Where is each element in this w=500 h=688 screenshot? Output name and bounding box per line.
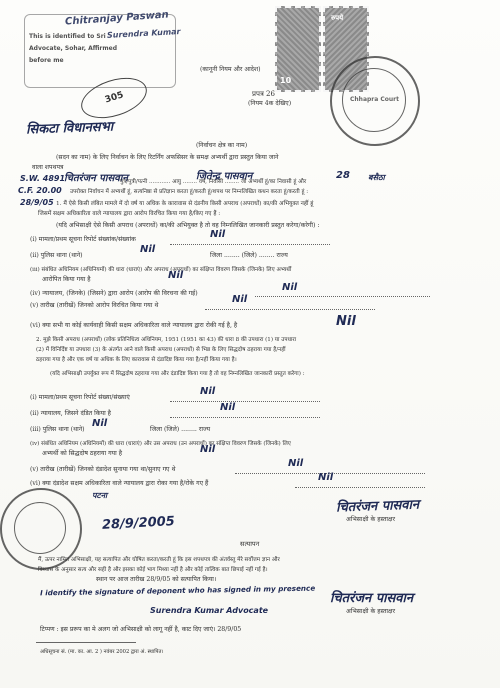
- intro-line-2: वाला शपथपत्र: [32, 164, 64, 171]
- deponent-signature: चितरंजन पासवान: [335, 497, 420, 516]
- stamp-identifier: Surendra Kumar: [106, 27, 181, 40]
- court-round-stamp: [330, 56, 420, 146]
- deponent-signature-label: अभिसाक्षी के हस्ताक्षर: [346, 516, 395, 523]
- s1-item-3-label: (iii) संबंधित अधिनियम (अधिनियमों) की धारा (धाराएं) और अपराध (अपराधों) का संक्षिप्त विवरण जिसके (जिनके) लिए अभ्यर्थी: [30, 267, 292, 273]
- s2-item-2-line: [170, 417, 320, 418]
- s1-item-2-extra: जिला ........ (जिले) ........ राज्य: [210, 252, 288, 259]
- s1-item-6-value: Nil: [232, 294, 248, 305]
- s2-item-6-label: (v) तारीख (तारीखें) जिनको दंडादेश सुनाया गया था/सुनाए गए थे: [30, 466, 176, 473]
- s2-item-3-extra: जिला (जिले) ........ राज्य: [150, 426, 211, 433]
- s2-item-5-label: अभ्यर्थी को सिद्धदोष ठहराया गया है: [42, 450, 122, 457]
- s1-item-1-line: [170, 244, 330, 245]
- intro-para-4: जिसमें सक्षम अधिकारिता वाले न्यायालय द्वारा आरोप विरचित किया गया है/किए गए हैं :: [38, 211, 221, 217]
- court-stamp-label: Chhapra Court: [350, 96, 400, 103]
- identification-note: I identify the signature of deponent who has signed in my presence: [39, 583, 316, 598]
- s2-item-6-value: Nil: [288, 458, 304, 469]
- s1-item-6-label: (v) तारीख (तारीखें) जिनको आरोप विरचित किया गया थे: [30, 302, 159, 309]
- notary-round-stamp-inner: [14, 502, 66, 554]
- verification-title: सत्यापन: [240, 540, 260, 548]
- s1-item-7-label: (vi) क्या सभी या कोई कार्यवाही किसी सक्षम अधिकारिता वाले न्यायालय द्वारा रोकी गई है, है: [30, 322, 238, 329]
- s2-item-1-line: [170, 401, 320, 402]
- verification-note: टिप्पण : इस प्ररूप का मे अलग जो अभिसाक्षी को लागू नहीं है, काट दिए जाएं। 28/9/05: [40, 626, 242, 633]
- father-name-handwritten: जितेन्द्र पासवान: [196, 171, 253, 182]
- s2-item-7-line: [295, 487, 425, 488]
- s1-item-5-line: [255, 296, 430, 297]
- constituency-handwritten: सिकटा विधानसभा: [25, 119, 114, 138]
- s1-item-4-label: आरोपित किया गया है: [42, 276, 91, 283]
- stamp-handwritten-name: Chitranjay Paswan: [64, 9, 170, 28]
- verification-line-1: मैं, ऊपर नामित अभिसाक्षी, यह सत्यापित और घोषित करता/करती हूं कि इस शपथपत्र की अंतर्वस्तु मेरे सर्वोत्तम ज्ञान और: [38, 557, 280, 563]
- section1-heading: (यदि अभिसाक्षी ऐसे किसी अपराध (अपराधों) का/की अभियुक्त है तो वह निम्नलिखित जानकारी प्रस्तुत करेगा/करेगी) :: [56, 222, 320, 229]
- s2-item-2-value: Nil: [220, 402, 236, 413]
- place-handwritten: बसैठा: [368, 173, 385, 182]
- footer-rule: [36, 642, 136, 643]
- identification-stamp: [24, 9, 181, 88]
- cf-fee: C.F. 20.00: [18, 186, 62, 195]
- intro-para-1: पुत्र/पुत्री/पत्नी ............ आयु ........ वर्ष, निवासी ........ जो अभ्यर्थी हूं/का निवासी हूं और: [120, 179, 307, 185]
- stamp-line2: Advocate, Sohar, Affirmed: [29, 45, 118, 52]
- intro-para-3: 1. मैं ऐसे किसी लंबित मामले में दो वर्ष या अधिक के कारावास से दंडनीय किसी अपराध (अपराधों) का/की अभियुक्त नहीं हूं: [56, 201, 314, 207]
- sign-date: 28/9/2005: [101, 514, 176, 533]
- s1-item-2-label: (ii) पुलिस थाना (थाने): [30, 252, 83, 259]
- footer-citation: अधिसूचना सं. (मा. का. आ. 2 ) नवंबर 2002 द्वारा अं. स्थापित।: [40, 649, 164, 655]
- seal-number: 305: [103, 90, 125, 106]
- s2-item-7-label: (vi) क्या दंडादेश सक्षम अधिकारिता वाले न्यायालय द्वारा रोका गया है/रोके गए हैं: [30, 480, 209, 487]
- sign-place: पटना: [92, 491, 108, 500]
- verification-line-2: विश्वास के अनुसार सत्य और सही है और इसका कोई भाग मिथ्या नहीं है और कोई तात्विक बात छिपाई नहीं गई है।: [38, 567, 268, 573]
- rule-reference: (कानूनी नियम और आदेश): [200, 66, 261, 73]
- s2-item-5-value: Nil: [200, 444, 216, 455]
- section2-para-2: (2) में विनिर्दिष्ट या उपधारा (3) के अंतर्गत आने वाले किसी अपराध (अपराधों) से भिन्न के लिए सिद्धदोष ठहराया गया है/नहीं: [36, 347, 286, 353]
- advocate-signature: Surendra Kumar Advocate: [150, 606, 269, 615]
- s1-item-6-line: [205, 309, 375, 310]
- age-handwritten: 28: [336, 170, 350, 181]
- s1-item-7-value: Nil: [336, 314, 356, 329]
- stamp-line3: before me: [29, 57, 64, 64]
- s2-item-4-label: (iv) संबंधित अधिनियम (अधिनियमों) की धारा (धाराएं) और उस अपराध (उन अपराधों) का संक्षिप्त विवरण जिसके (जिनके) लिए: [30, 441, 291, 447]
- s1-item-1-label: (i) मामला/प्रथम सूचना रिपोर्ट संख्यांक/संख्यांक: [30, 236, 136, 243]
- s2-item-3-label: (iii) पुलिस थाना (थाने): [30, 426, 85, 433]
- s2-item-3-value: Nil: [92, 418, 108, 429]
- revenue-value-1: 10: [280, 76, 292, 85]
- sw-number: S.W. 4891: [20, 174, 66, 183]
- s1-item-1-value: Nil: [210, 229, 226, 240]
- s2-item-1-value: Nil: [200, 386, 216, 397]
- deponent-signature-2: चितरंजन पासवान: [330, 591, 414, 606]
- rule-number: (नियम 4क देखिए): [248, 100, 292, 107]
- s1-item-4-value: Nil: [168, 270, 184, 281]
- deponent-name-handwritten: चितरंजन पासवान: [64, 173, 128, 184]
- section2-heading: (यदि अभिसाक्षी उपर्युक्त रूप में सिद्धदोष ठहराया गया और दंडादिष्ट किया गया है तो वह निम्नलिखित जानकारी प्रस्तुत करेगा) :: [50, 371, 305, 377]
- verification-line-3: स्थान पर आज तारीख 28/9/05 को सत्यापित किया।: [96, 576, 217, 583]
- s1-item-5-label: (iv) न्यायालय, (जिनके) (जिसने) द्वारा आरोप (आरोप की विरचना की गई): [30, 290, 198, 297]
- revenue-label-2: रुपये: [331, 14, 344, 22]
- s2-item-2-label: (ii) न्यायालय, जिसने दंडित किया है: [30, 410, 111, 417]
- intro-line-1: (सदन का नाम) के लिए निर्वाचन के लिए रिटर्निंग अफसिसर के समक्ष अभ्यर्थी द्वारा प्रस्तुत किया जाने: [56, 154, 279, 161]
- s2-item-1-label: (i) मामला/प्रथम सूचना रिपोर्ट संख्या/संख्याएं: [30, 394, 130, 401]
- s2-item-7-value: Nil: [318, 472, 334, 483]
- intro-date: 28/9/05: [20, 198, 54, 207]
- stamp-line1: This is identified to Sri: [29, 33, 106, 40]
- form-number: प्रपत्र 26: [252, 90, 275, 98]
- s1-item-5-value: Nil: [282, 282, 298, 293]
- intro-para-2: उपरोक्त निर्वाचन में अभ्यर्थी हूं, सत्यनिष्ठा से प्रतिज्ञान करता हूं/करती हूं/शपथ पर निम्नलिखित कथन करता हूं/करती हूं :: [70, 189, 309, 195]
- revenue-stamp-1: [275, 6, 321, 92]
- section2-para-1: 2. मुझे किसी अपराध (अपराधों) (लोक प्रतिनिधित्व अधिनियम, 1951 (1951 का 43) की धारा 8 की उपधारा (1) या उपधारा: [36, 337, 297, 343]
- deponent-signature-label-2: अभिसाक्षी के हस्ताक्षर: [346, 608, 395, 615]
- constituency-label: (निर्वाचन क्षेत्र का नाम): [196, 142, 248, 149]
- s1-item-2-value: Nil: [140, 244, 156, 255]
- section2-para-3: ठहराया गया है और एक वर्ष या अधिक के लिए कारावास से दंडादिष्ट किया गया है/नहीं किया गया है।: [36, 357, 237, 363]
